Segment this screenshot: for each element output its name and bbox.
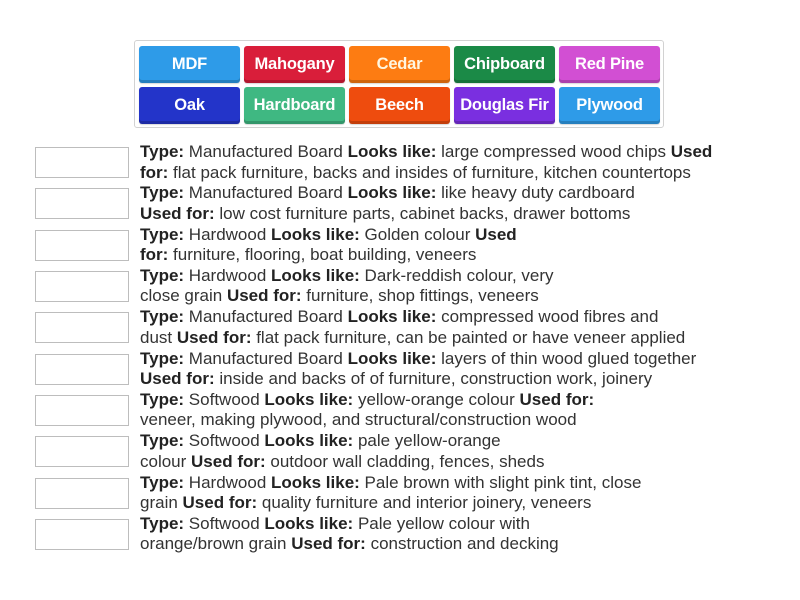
definition-value: Manufactured Board [184,142,348,161]
definition-text [140,473,641,514]
definition-label: Looks like: [264,431,354,451]
answer-drop-zone[interactable] [35,230,129,261]
definition-value: Dark-reddish colour, very [359,265,554,285]
definition-row [0,472,800,519]
definition-value: furniture, shop fittings, veneers [301,286,539,306]
definition-value: like heavy duty cardboard [436,183,635,203]
answer-tile-red-pine[interactable]: Red Pine [559,46,660,83]
definition-value: quality furniture and interior joinery, veneers [257,493,592,513]
definition-text [140,431,544,472]
definition-label: Used for: [191,451,266,471]
answer-drop-zone[interactable] [35,478,129,509]
definition-row [0,389,800,436]
definition-value: Softwood [184,389,265,409]
definition-label: Looks like: [264,389,354,409]
definition-label: Type: [140,265,185,285]
answer-tile-mahogany[interactable]: Mahogany [244,46,345,83]
definition-line [140,349,696,370]
definition-value: Manufactured Board [184,348,348,368]
definition-line [140,204,635,225]
definition-line [140,410,594,431]
definition-row [0,265,800,312]
definition-value: close grain [140,286,227,306]
definition-label: Used [670,142,713,161]
definition-value: Softwood [184,513,265,533]
answer-drop-zone[interactable] [35,519,129,550]
definition-label: Looks like: [271,224,360,244]
definition-label: Used for: [176,327,252,347]
answer-drop-zone[interactable] [35,436,129,467]
definition-line [140,493,641,514]
definition-value: pale yellow-orange [353,431,501,451]
definition-row [0,307,800,353]
definition-line [140,142,712,163]
definition-value: Softwood [184,431,265,451]
definition-value: flat pack furniture, can be painted or have veneer applied [251,327,686,347]
definition-label: Looks like: [347,183,437,203]
definition-line [140,286,554,307]
definition-label: Type: [140,348,185,368]
answer-tile-beech[interactable]: Beech [349,87,450,124]
answer-tile-mdf[interactable]: MDF [139,46,240,83]
definition-label: Type: [140,472,185,492]
definition-value: dust [140,327,177,347]
definition-value: large compressed wood chips [436,142,671,161]
answer-drop-zone[interactable] [35,271,129,302]
answer-drop-zone[interactable] [35,395,129,426]
answer-drop-zone[interactable] [35,354,129,385]
definition-text [140,266,554,307]
definition-value: colour [140,451,192,471]
definition-label: Type: [140,389,185,409]
definition-label: Looks like: [271,265,360,285]
definition-line [140,266,554,287]
definition-label: Looks like: [271,472,360,492]
definition-label: Type: [140,224,185,244]
definition-label: Looks like: [264,513,354,533]
definition-value: Hardwood [184,472,272,492]
definition-text [140,307,685,348]
answer-tile-chipboard[interactable]: Chipboard [454,46,555,83]
definition-value: yellow-orange colour [353,389,520,409]
definition-line [140,473,641,494]
definition-value: inside and backs of of furniture, construction work, joinery [214,369,653,389]
definition-line [140,225,517,246]
answer-tile-plywood[interactable]: Plywood [559,87,660,124]
definition-label: for: [140,162,169,182]
definition-value: veneer, making plywood, and structural/construction wood [140,410,577,430]
definition-line [140,431,544,452]
definition-label: Used for: [182,493,258,513]
definition-label: Used for: [519,389,595,409]
definition-value: construction and decking [365,534,559,554]
definition-label: Used [475,224,517,244]
definition-line [140,183,635,204]
definition-label: Type: [140,307,185,327]
answer-drop-zone[interactable] [35,188,129,219]
definition-row [0,183,800,229]
definition-label: Looks like: [347,142,437,161]
definition-line [140,307,685,328]
definition-value: Hardwood [184,265,272,285]
definition-line [140,163,712,184]
definition-line [140,390,594,411]
definition-label: Looks like: [347,348,437,368]
definition-row [0,431,800,477]
definition-value: furniture, flooring, boat building, veneers [168,245,477,265]
definition-value: layers of thin wood glued together [436,348,697,368]
definition-line [140,534,559,555]
definition-value: orange/brown grain [140,534,292,554]
definition-line [140,369,696,390]
definition-label: for: [140,245,169,265]
definition-label: Used for: [140,203,215,223]
answer-drop-zone[interactable] [35,147,129,178]
definition-label: Used for: [291,534,366,554]
definition-line [140,245,517,266]
definition-label: Type: [140,183,185,203]
answer-tile-cedar[interactable]: Cedar [349,46,450,83]
definition-value: Pale brown with slight pink tint, close [359,472,642,492]
definition-line [140,452,544,473]
definition-label: Type: [140,431,185,451]
definition-text [140,225,517,266]
definition-text [140,514,559,555]
definition-row [0,224,800,271]
definition-value: Pale yellow colour with [353,513,530,533]
definition-text [140,349,696,390]
definition-line [140,514,559,535]
definition-value: Golden colour [359,224,476,244]
answer-drop-zone[interactable] [35,312,129,343]
answer-tile-douglas-fir[interactable]: Douglas Fir [454,87,555,124]
definition-label: Type: [140,513,185,533]
definition-text [140,390,594,431]
definition-label: Used for: [140,369,215,389]
definition-row [0,142,800,188]
definition-label: Used for: [226,286,302,306]
answer-tile-oak[interactable]: Oak [139,87,240,124]
definition-value: flat pack furniture, backs and insides of furniture, kitchen countertops [168,162,691,182]
answer-tile-hardboard[interactable]: Hardboard [244,87,345,124]
definition-line [140,328,685,349]
definition-value: Hardwood [184,224,272,244]
definition-value: compressed wood fibres and [436,307,659,327]
definition-value: outdoor wall cladding, fences, sheds [265,451,545,471]
definition-text [140,142,712,183]
definition-row [0,513,800,560]
definition-label: Looks like: [347,307,437,327]
definition-text [140,183,635,224]
definition-label: Type: [140,142,185,161]
definition-value: Manufactured Board [184,183,348,203]
definition-row [0,348,800,395]
definition-value: low cost furniture parts, cabinet backs, drawer bottoms [214,203,631,223]
definition-value: grain [140,493,183,513]
definition-value: Manufactured Board [184,307,348,327]
